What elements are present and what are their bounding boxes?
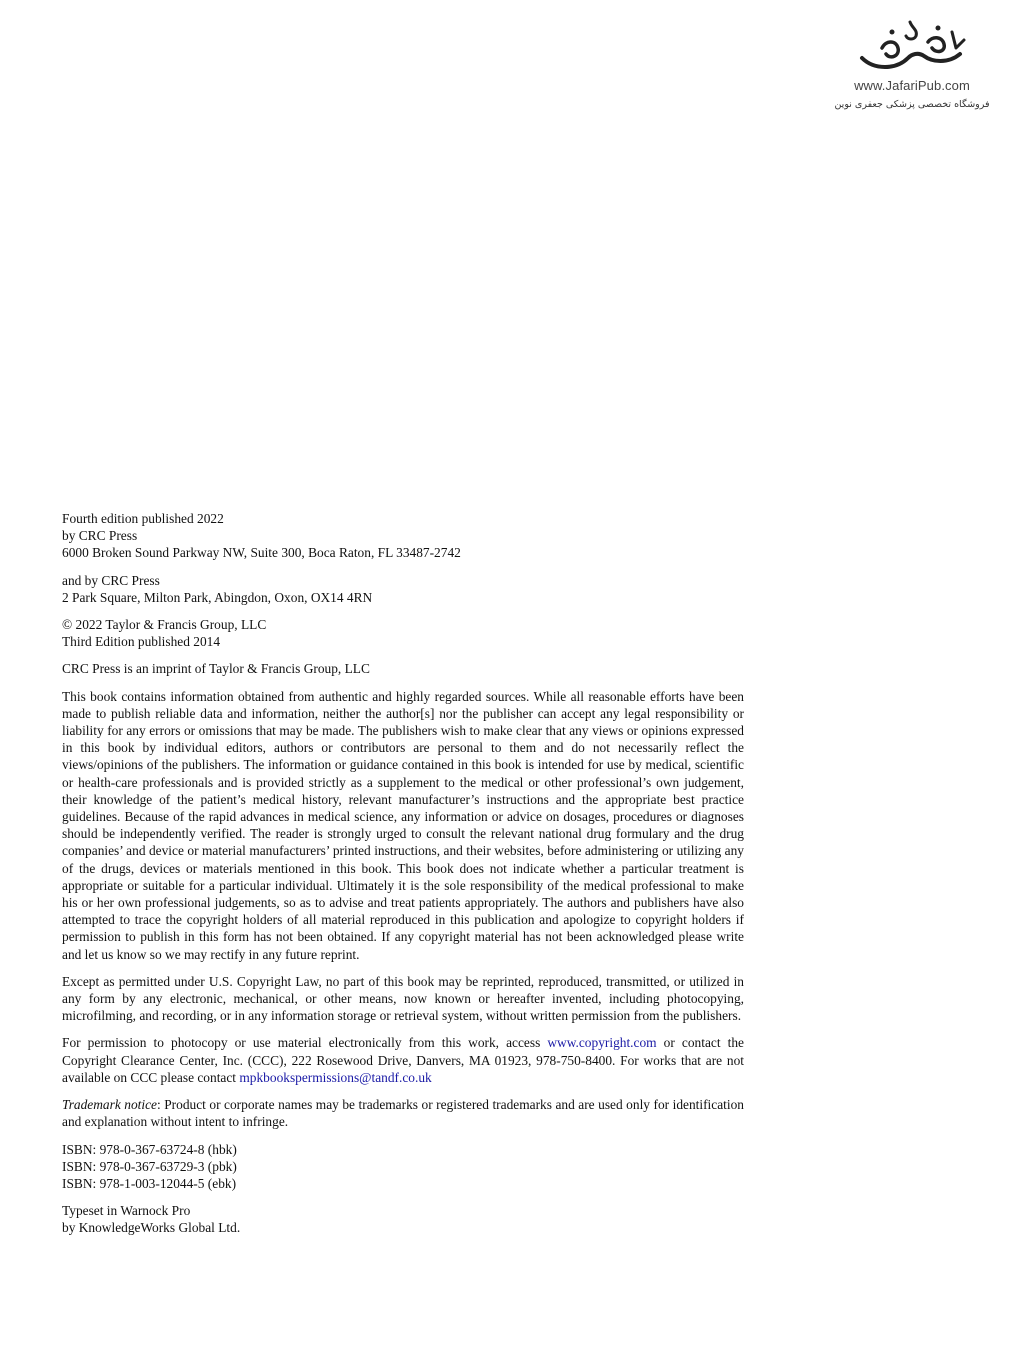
publication-info <box>62 510 744 562</box>
permissions-text-middle: or contact the Copyright Clearance Center, Inc. (CCC), 222 Rosewood Drive, Danvers, MA 01923, 978-750-8400. For works that are not available on CCC please contact <box>62 1035 744 1085</box>
publisher-logo <box>828 18 996 118</box>
trademark-paragraph <box>62 1096 744 1130</box>
logo-url-text: www.JafariPub.com <box>854 78 970 93</box>
isbn-pbk: ISBN: 978-0-367-63729-3 (pbk) <box>62 1158 237 1174</box>
copyright-com-link[interactable]: www.copyright.com <box>547 1035 657 1051</box>
imprint-line: CRC Press is an imprint of Taylor & Francis Group, LLC <box>62 661 370 677</box>
copyright-page-content <box>62 510 744 1247</box>
trademark-label: Trademark notice <box>62 1097 157 1113</box>
typeset-font-line: Typeset in Warnock Pro <box>62 1203 191 1219</box>
copyright-line: © 2022 Taylor & Francis Group, LLC <box>62 617 267 633</box>
isbn-hbk: ISBN: 978-0-367-63724-8 (hbk) <box>62 1141 237 1157</box>
second-publisher-info <box>62 572 744 606</box>
isbn-list <box>62 1141 744 1193</box>
logo-tagline: فروشگاه تخصصی پزشکی جعفری نوین <box>834 99 990 110</box>
permissions-email-link[interactable]: mpkbookspermissions@tandf.co.uk <box>239 1069 432 1085</box>
edition-line: Fourth edition published 2022 <box>62 511 224 526</box>
permissions-paragraph <box>62 1034 744 1086</box>
trademark-text: : Product or corporate names may be trademarks or registered trademarks and are used only for identification and explanation without intent to infringe. <box>62 1097 744 1130</box>
disclaimer-paragraph: This book contains information obtained from authentic and highly regarded sources. While all reasonable efforts have been made to publish reliable data and information, neither the author[s] nor the publisher can accept any legal responsibility or liability for any errors or omissions that may be made. The publishers wish to make clear that any views or opinions expressed in this book by individual editors, authors or contributors are personal to them and do not necessarily reflect the views/opinions of the publishers. The information or guidance contained in this book is intended for use by medical, scientific or health-care professionals and is provided strictly as a supplement to the medical or other professional’s own judgement, their knowledge of the patient’s medical history, relevant manufacturer’s instructions and the appropriate best practice guidelines. Because of the rapid advances in medical science, any information or advice on dosages, procedures or diagnoses should be independently verified. The reader is strongly urged to consult the relevant national drug formulary and the drug companies’ and device or material manufacturers’ printed instructions, and their websites, before administering or utilizing any of the drugs, devices or materials mentioned in this book. This book does not indicate whether a particular treatment is appropriate or suitable for a particular individual. Ultimately it is the sole responsibility of the medical professional to make his or her own professional judgements, so as to advise and treat patients appropriately. The authors and publishers have also attempted to trace the copyright holders of all material reproduced in this publication and apologize to copyright holders if permission to publish in this form has not been obtained. If any copyright material has not been acknowledged please write and let us know so we may rectify in any future reprint. <box>62 688 744 962</box>
previous-edition-line: Third Edition published 2014 <box>62 634 221 650</box>
calligraphy-logo-icon <box>852 18 972 76</box>
publisher-line: by CRC Press <box>62 528 138 544</box>
copyright-law-paragraph: Except as permitted under U.S. Copyright Law, no part of this book may be reprinted, reproduced, transmitted, or utilized in any form by any electronic, mechanical, or other means, now known or hereafter invented, including photocopying, microfilming, and recording, or in any information storage or retrieval system, without written permission from the publishers. <box>62 973 744 1024</box>
second-publisher-address: 2 Park Square, Milton Park, Abingdon, Oxon, OX14 4RN <box>62 589 373 605</box>
typeset-info <box>62 1202 744 1236</box>
second-publisher-line: and by CRC Press <box>62 572 160 588</box>
permissions-text-before: For permission to photocopy or use material electronically from this work, access <box>62 1035 548 1051</box>
isbn-ebk: ISBN: 978-1-003-12044-5 (ebk) <box>62 1175 237 1191</box>
copyright-info <box>62 616 744 650</box>
typesetter-line: by KnowledgeWorks Global Ltd. <box>62 1220 241 1236</box>
publisher-address: 6000 Broken Sound Parkway NW, Suite 300, Boca Raton, FL 33487-2742 <box>62 545 461 561</box>
